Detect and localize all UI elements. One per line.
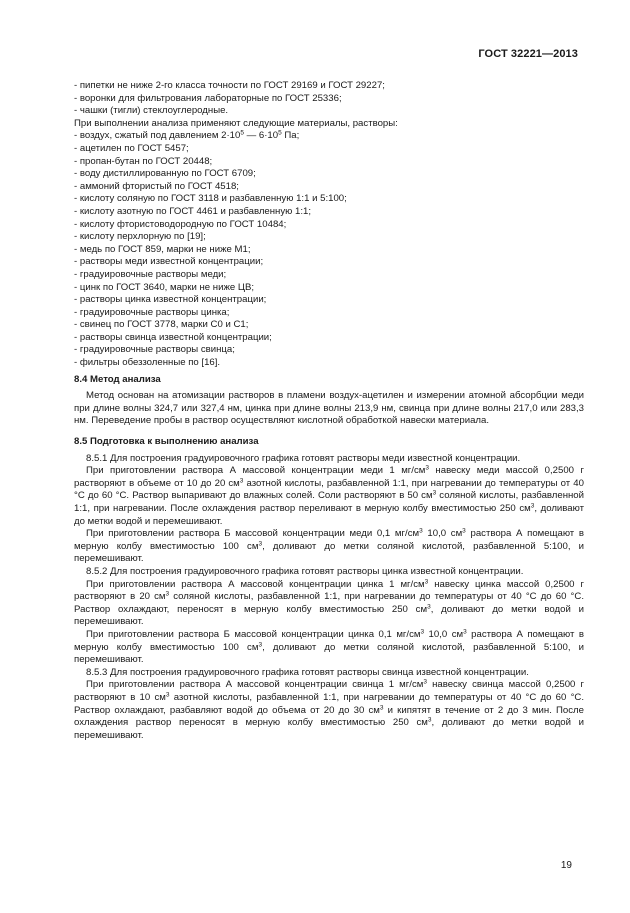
section-8-4-text: Метод основан на атомизации растворов в пламени воздух-ацетилен и измерении атомной абсорбции меди при длине волны 324,7 или 327,4 нм, цинка при длине волны 213,9 нм, свинца при длине волны 217,0 или 283,3 нм. Переведение пробы в раствор осуществляют кислотной обработкой навески материала. bbox=[74, 390, 584, 427]
list-item: - кислоту перхлорную по [19]; bbox=[74, 231, 206, 243]
section-heading-8-4: 8.4 Метод анализа bbox=[74, 373, 161, 385]
list-item: - воду дистиллированную по ГОСТ 6709; bbox=[74, 168, 256, 180]
list-item: - ацетилен по ГОСТ 5457; bbox=[74, 142, 189, 154]
paragraph-zinc-solution-b: При приготовлении раствора Б массовой концентрации цинка 0,1 $мг/см^3$ 10,0 $см^3$ раствора А помещают в мерную колбу вместимостью 100 $см^3$, доливают до метки соляной кислотой, разбавленной 5:100, и перемешивают. bbox=[74, 628, 584, 666]
list-item: - кислоту азотную по ГОСТ 4461 и разбавленную 1:1; bbox=[74, 205, 312, 217]
paragraph-zinc-solution-a: При приготовлении раствора А массовой концентрации цинка 1 $мг/см^3$ навеску цинка массой 0,2500 г растворяют в 20 $см^3$ соляной кислоты, разбавленной 1:1, при нагревании до температуры от 40 °С до 60 °С. Раствор охлаждают, переносят в мерную колбу вместимостью 250 $см^3$, доливают до метки водой и перемешивают. bbox=[74, 578, 584, 628]
list-item: - градуировочные растворы цинка; bbox=[74, 306, 230, 318]
list-item: - медь по ГОСТ 859, марки не ниже М1; bbox=[74, 243, 251, 255]
list-item: - свинец по ГОСТ 3778, марки С0 и С1; bbox=[74, 319, 249, 331]
page-body bbox=[74, 80, 584, 742]
materials-intro: При выполнении анализа применяют следующие материалы, растворы: bbox=[74, 117, 398, 129]
list-item: - аммоний фтористый по ГОСТ 4518; bbox=[74, 180, 239, 192]
list-item: - растворы свинца известной концентрации; bbox=[74, 331, 272, 343]
section-heading-8-5: 8.5 Подготовка к выполнению анализа bbox=[74, 436, 259, 448]
paragraph-copper-solution-a: При приготовлении раствора А массовой концентрации меди 1 $мг/см^3$ навеску меди массой 0,2500 г растворяют в объеме от 10 до 20 $см^3$ азотной кислоты, разбавленной 1:1, при нагревании до температуры от 40 °С до 60 °С. Раствор выпаривают до влажных солей. Соли растворяют в 50 $см^3$ соляной кислоты, разбавленной 1:1, при нагревании. После охлаждения раствор переливают в мерную колбу вместимостью 250 $см^3$, доливают до метки водой и перемешивают. bbox=[74, 464, 585, 527]
document-header: ГОСТ 32221—2013 bbox=[478, 48, 578, 60]
list-item: - воронки для фильтрования лабораторные по ГОСТ 25336; bbox=[74, 92, 342, 104]
list-item: - пипетки не ниже 2-го класса точности по ГОСТ 29169 и ГОСТ 29227; bbox=[74, 80, 385, 91]
list-item: - кислоту соляную по ГОСТ 3118 и разбавленную 1:1 и 5:100; bbox=[74, 193, 347, 205]
paragraph-lead-solution-a: При приготовлении раствора А массовой концентрации свинца 1 $мг/см^3$ навеску свинца массой 0,2500 г растворяют в 10 $см^3$ азотной кислоты, разбавленной 1:1, при нагревании до температуры от 40 °С до 60 °С. Раствор охлаждают, разбавляют водой до объема от 20 до 30 $см^3$ и кипятят в течение от 2 до 3 мин. После охлаждения раствор переносят в мерную колбу вместимостью 250 $см^3$, доливают до метки водой и перемешивают. bbox=[74, 678, 584, 741]
list-item: - фильтры обеззоленные по [16]. bbox=[74, 357, 221, 369]
list-item: - цинк по ГОСТ 3640, марки не ниже ЦВ; bbox=[74, 281, 255, 293]
paragraph-copper-solution-b: При приготовлении раствора Б массовой концентрации меди 0,1 $мг/см^3$ 10,0 $см^3$ раствора А помещают в мерную колбу вместимостью 100 $см^3$, доливают до метки соляной кислотой, разбавленной 5:100, и перемешивают. bbox=[74, 527, 584, 565]
list-item: - градуировочные растворы свинца; bbox=[74, 344, 235, 356]
paragraph-8-5-1: 8.5.1 Для построения градуировочного графика готовят растворы меди известной концентрации. bbox=[86, 452, 521, 464]
paragraph-8-5-2: 8.5.2 Для построения градуировочного графика готовят растворы цинка известной концентрации. bbox=[86, 565, 524, 577]
list-item: - пропан-бутан по ГОСТ 20448; bbox=[74, 155, 213, 167]
list-item: - чашки (тигли) стеклоуглеродные. bbox=[74, 105, 229, 117]
list-item: - градуировочные растворы меди; bbox=[74, 268, 227, 280]
list-item: - растворы меди известной концентрации; bbox=[74, 256, 264, 268]
list-item: - кислоту фтористоводородную по ГОСТ 10484; bbox=[74, 218, 287, 230]
page-number: 19 bbox=[560, 860, 572, 871]
paragraph-8-5-3: 8.5.3 Для построения градуировочного графика готовят растворы свинца известной концентрации. bbox=[86, 666, 529, 678]
list-item: - растворы цинка известной концентрации; bbox=[74, 294, 267, 306]
list-item-air: - воздух, сжатый под давлением $2\cdot 10^5$ — $6\cdot 10^5$ Па; bbox=[74, 129, 300, 142]
